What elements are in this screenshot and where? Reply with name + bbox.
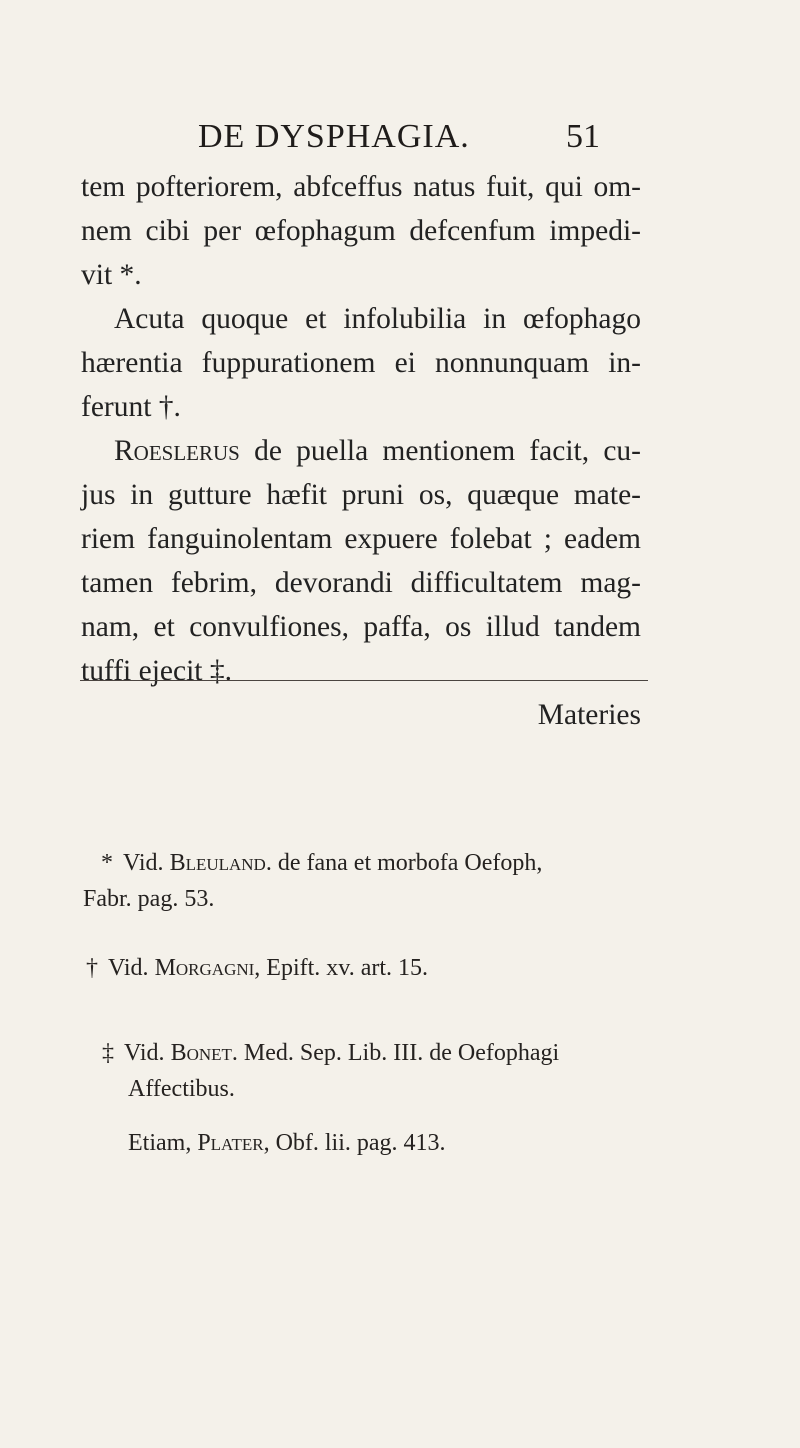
running-title: DE DYSPHAGIA. <box>198 118 470 155</box>
main-text <box>81 165 641 737</box>
footnote-mark: * <box>101 850 113 876</box>
footnote-2-line-1 <box>86 955 646 982</box>
text-line: vit *. <box>81 259 142 291</box>
catchword: Materies <box>537 699 641 731</box>
footnote-text: . Med. Sep. Lib. III. de Oefophagi <box>231 1040 560 1066</box>
text-fragment: de puella mentionem facit, cu- <box>254 435 642 467</box>
footnote-text: Vid. <box>123 850 170 876</box>
footnote-mark: ‡ <box>102 1040 114 1066</box>
footnote-text: , Epift. xv. art. 15. <box>254 955 429 981</box>
author-name: Morgagni <box>154 955 255 981</box>
text-line: hærentia fuppurationem ei nonnunquam in- <box>81 347 641 379</box>
footnote-3-line-2: Affectibus. <box>128 1076 235 1102</box>
text-line: tuffi ejecit ‡. <box>81 655 233 687</box>
text-line: tamen febrim, devorandi difficultatem mag- <box>81 567 641 599</box>
footnote-1-line-1 <box>101 850 661 877</box>
footnote-3-line-1 <box>102 1040 662 1067</box>
page-number: 51 <box>566 118 600 155</box>
footnote-mark: † <box>86 955 98 981</box>
author-name: Bonet <box>170 1040 232 1066</box>
text-line: Acuta quoque et infolubilia in œfophago <box>114 303 641 335</box>
author-name: Bleuland <box>169 850 266 876</box>
text-line: ferunt †. <box>81 391 181 423</box>
footnote-text: Etiam, <box>128 1130 198 1156</box>
footnote-rule <box>80 680 648 681</box>
footnote-text: Vid. <box>108 955 155 981</box>
author-name: Plater <box>197 1130 264 1156</box>
text-line <box>81 429 641 473</box>
footnote-text: , Obf. lii. pag. 413. <box>263 1130 446 1156</box>
text-line: tem pofteriorem, abfceffus natus fuit, qui om- <box>81 171 641 203</box>
running-head <box>0 110 800 160</box>
text-line: nem cibi per œfophagum defcenfum impedi- <box>81 215 641 247</box>
footnote-1-line-2: Fabr. pag. 53. <box>83 886 215 912</box>
author-name: Roeslerus <box>114 435 240 467</box>
text-line: nam, et convulfiones, paffa, os illud tandem <box>81 611 641 643</box>
footnote-text: Vid. <box>124 1040 171 1066</box>
footnote-text: . de fana et morbofa Oefoph, <box>265 850 543 876</box>
text-line: jus in gutture hæfit pruni os, quæque mate- <box>81 479 641 511</box>
text-line: riem fanguinolentam expuere folebat ; eadem <box>81 523 641 555</box>
footnote-3-line-3 <box>128 1130 688 1157</box>
